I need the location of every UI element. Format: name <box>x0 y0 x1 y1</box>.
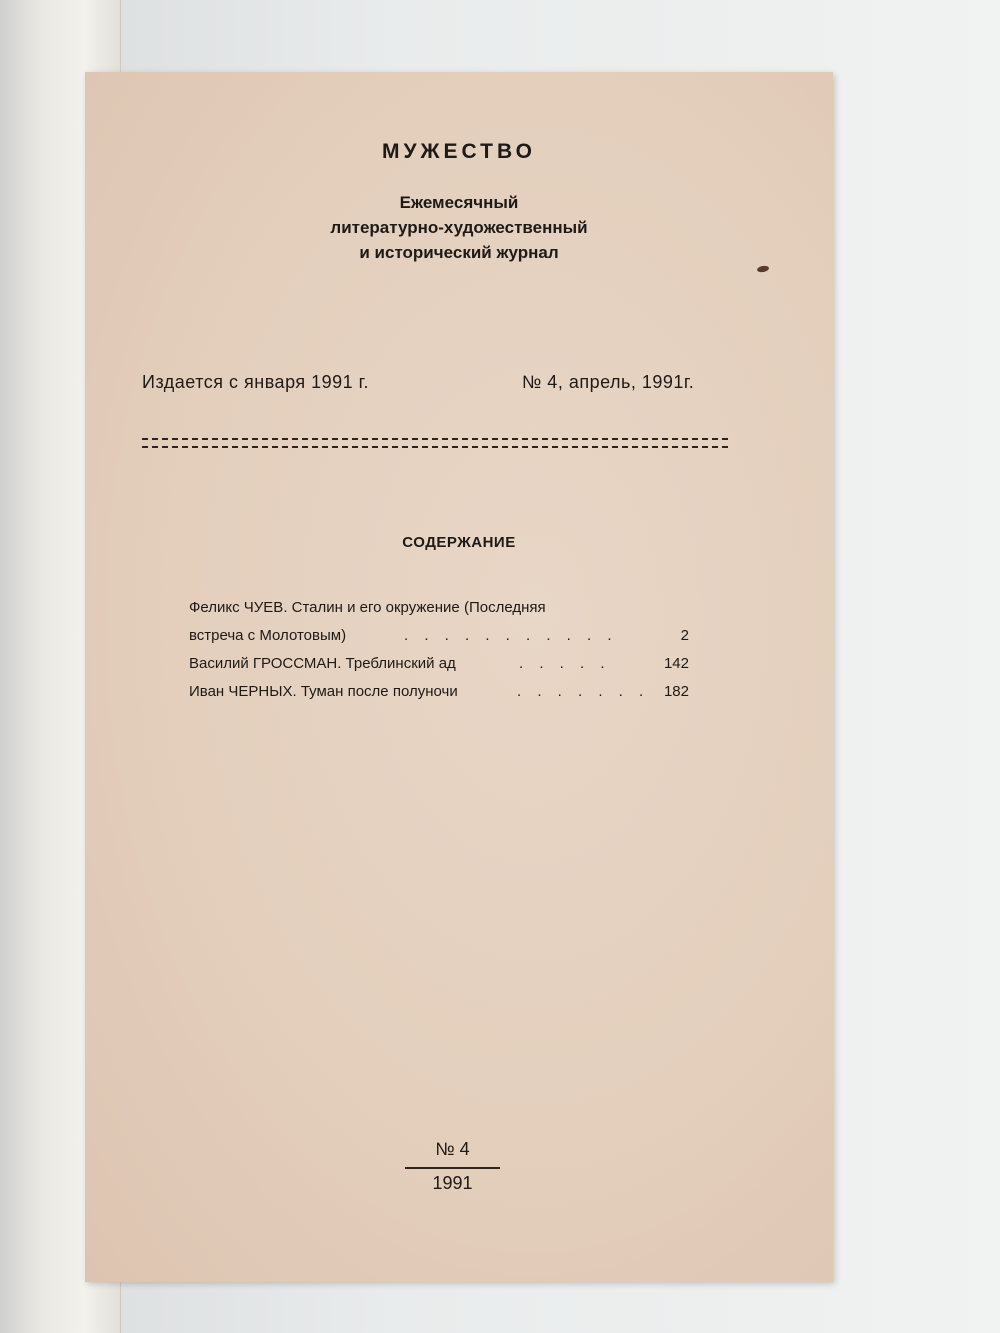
toc-entry-title: Иван ЧЕРНЫХ. Туман после полуночи <box>189 683 458 700</box>
issue-info: № 4, апрель, 1991г. <box>522 372 695 392</box>
contents-heading: СОДЕРЖАНИЕ <box>402 534 516 551</box>
toc-leader-dots: . . . . . . . <box>517 683 650 700</box>
toc-entry <box>189 594 689 622</box>
toc-leader-dots: . . . . . <box>519 655 611 672</box>
footer-issue-number: № 4 <box>435 1139 470 1159</box>
toc-entry <box>189 650 689 678</box>
table-of-contents <box>189 594 689 706</box>
toc-leader-dots: . . . . . . . . . . . <box>404 627 618 644</box>
subtitle-line: и исторический журнал <box>359 243 559 262</box>
journal-page <box>85 72 833 1282</box>
footer-divider <box>405 1167 500 1169</box>
toc-entry-title-continued: встреча с Молотовым) <box>189 627 347 644</box>
paper-stain <box>757 265 770 273</box>
toc-entry-title: Василий ГРОССМАН. Треблинский ад <box>189 655 456 672</box>
toc-page-number: 2 <box>680 627 689 644</box>
subtitle-line: Ежемесячный <box>399 193 519 212</box>
journal-title: МУЖЕСТВО <box>382 140 536 163</box>
double-divider <box>142 438 728 448</box>
published-since: Издается с января 1991 г. <box>142 372 370 392</box>
journal-subtitle <box>85 190 833 265</box>
toc-page-number: 142 <box>663 655 689 672</box>
toc-entry-continued <box>189 622 689 650</box>
toc-entry <box>189 678 689 706</box>
footer-year: 1991 <box>432 1173 473 1193</box>
subtitle-line: литературно-художественный <box>330 218 588 237</box>
issue-footer <box>405 1139 500 1194</box>
toc-entry-title: Феликс ЧУЕВ. Сталин и его окружение (Последняя <box>189 599 546 616</box>
toc-page-number: 182 <box>663 683 689 700</box>
